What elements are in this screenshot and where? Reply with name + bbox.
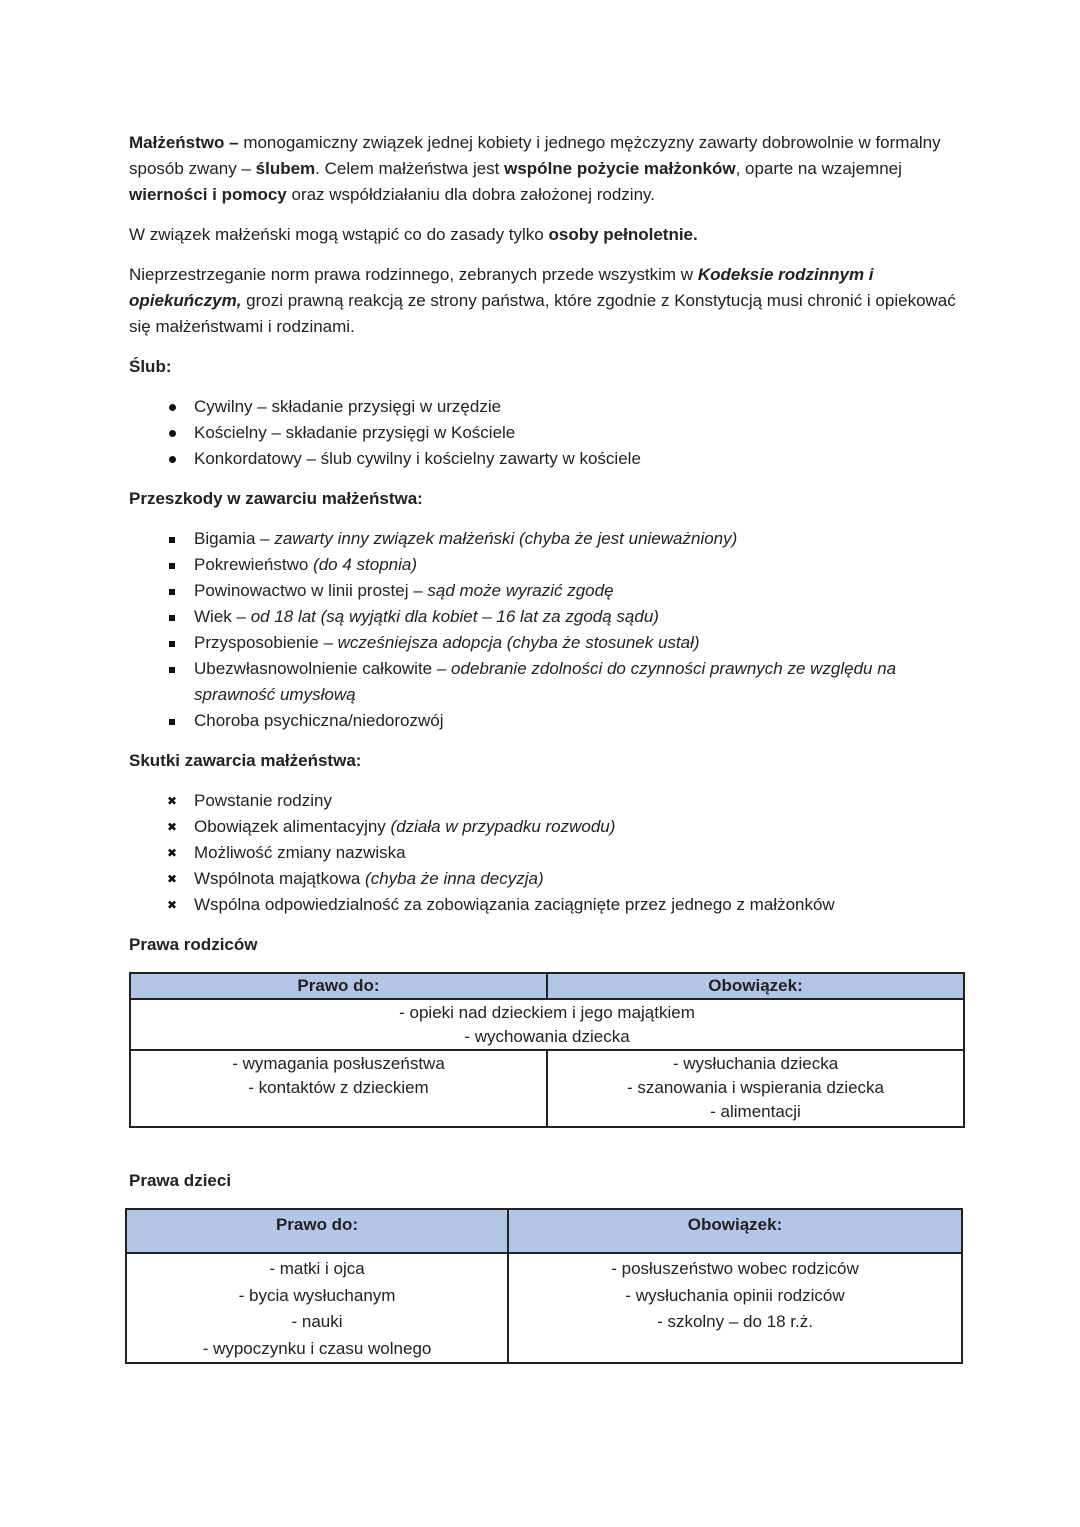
- list-item: Przysposobienie – wcześniejsza adopcja (chyba że stosunek ustał): [129, 630, 965, 656]
- list-item: Cywilny – składanie przysięgi w urzędzie: [129, 394, 965, 420]
- bullet-square-icon: [165, 526, 179, 552]
- heading-skutki: Skutki zawarcia małżeństwa:: [129, 751, 362, 770]
- list-skutki: [129, 788, 965, 918]
- table-prawa-rodzicow: [129, 972, 965, 1128]
- table-cell-shared: - opieki nad dzieckiem i jego majątkiem - wychowania dziecka: [130, 999, 964, 1050]
- bullet-cross-icon: ✖: [166, 846, 178, 860]
- bullet-cross-icon: ✖: [166, 898, 178, 912]
- table-cell-duties: - wysłuchania dziecka - szanowania i wspierania dziecka - alimentacji: [547, 1050, 964, 1127]
- list-item: ✖ Wspólnota majątkowa (chyba że inna decyzja): [129, 866, 965, 892]
- term-malzenstwo: Małżeństwo –: [129, 133, 239, 152]
- list-przeszkody: [129, 526, 965, 734]
- list-item: ✖ Możliwość zmiany nazwiska: [129, 840, 965, 866]
- bullet-square-icon: [165, 656, 179, 682]
- bullet-square-icon: [165, 552, 179, 578]
- list-slub: [129, 394, 965, 472]
- list-item: Wiek – od 18 lat (są wyjątki dla kobiet – 16 lat za zgodą sądu): [129, 604, 965, 630]
- list-item: ✖ Obowiązek alimentacyjny (działa w przypadku rozwodu): [129, 814, 965, 840]
- bullet-cross-icon: ✖: [166, 820, 178, 834]
- list-item: ✖ Powstanie rodziny: [129, 788, 965, 814]
- bullet-cross-icon: ✖: [166, 794, 178, 808]
- bullet-dot-icon: [165, 420, 179, 446]
- table-header-prawo: Prawo do:: [130, 973, 547, 999]
- list-item: Bigamia – zawarty inny związek małżeński (chyba że jest unieważniony): [129, 526, 965, 552]
- list-item: ✖ Wspólna odpowiedzialność za zobowiązania zaciągnięte przez jednego z małżonków: [129, 892, 965, 918]
- list-item: Ubezwłasnowolnienie całkowite – odebranie zdolności do czynności prawnych ze względu na sprawność umysłową: [129, 656, 965, 708]
- list-item: Powinowactwo w linii prostej – sąd może wyrazić zgodę: [129, 578, 965, 604]
- bullet-square-icon: [165, 604, 179, 630]
- list-item: Pokrewieństwo (do 4 stopnia): [129, 552, 965, 578]
- bullet-dot-icon: [165, 394, 179, 420]
- bullet-dot-icon: [165, 446, 179, 472]
- heading-prawa-rodzicow: Prawa rodziców: [129, 935, 258, 954]
- bullet-square-icon: [165, 630, 179, 656]
- list-item: Choroba psychiczna/niedorozwój: [129, 708, 965, 734]
- heading-przeszkody: Przeszkody w zawarciu małżeństwa:: [129, 489, 423, 508]
- heading-slub: Ślub:: [129, 357, 172, 376]
- list-item: Konkordatowy – ślub cywilny i kościelny zawarty w kościele: [129, 446, 965, 472]
- table-cell-duties: - posłuszeństwo wobec rodziców - wysłuchania opinii rodziców - szkolny – do 18 r.ż.: [508, 1253, 962, 1363]
- table-prawa-dzieci: [125, 1208, 963, 1364]
- document-page: [129, 130, 965, 1364]
- list-item: Kościelny – składanie przysięgi w Kościele: [129, 420, 965, 446]
- heading-prawa-dzieci: Prawa dzieci: [129, 1171, 232, 1190]
- intro-paragraph-adults: W związek małżeński mogą wstąpić co do zasady tylko osoby pełnoletnie.: [129, 225, 698, 244]
- table-header-obowiazek: Obowiązek:: [547, 973, 964, 999]
- intro-paragraph-law: Nieprzestrzeganie norm prawa rodzinnego, zebranych przede wszystkim w Kodeksie rodzinnym i opiekuńczym, grozi prawną reakcją ze strony państwa, które zgodnie z Konstytucją musi chronić i opiekować się małżeństwami i rodzinami.: [129, 265, 956, 336]
- table-cell-rights: - matki i ojca - bycia wysłuchanym - nauki - wypoczynku i czasu wolnego: [126, 1253, 508, 1363]
- bullet-square-icon: [165, 578, 179, 604]
- intro-paragraph-marriage: Małżeństwo – monogamiczny związek jednej kobiety i jednego mężczyzny zawarty dobrowolnie w formalny sposób zwany – ślubem. Celem małżeństwa jest wspólne pożycie małżonków, oparte na wzajemnej wierności i pomocy oraz współdziałaniu dla dobra założonej rodziny.: [129, 133, 941, 204]
- bullet-cross-icon: ✖: [166, 872, 178, 886]
- bullet-square-icon: [165, 708, 179, 734]
- table-header-prawo: Prawo do:: [126, 1209, 508, 1253]
- table-cell-rights: - wymagania posłuszeństwa - kontaktów z dzieckiem: [130, 1050, 547, 1127]
- table-header-obowiazek: Obowiązek:: [508, 1209, 962, 1253]
